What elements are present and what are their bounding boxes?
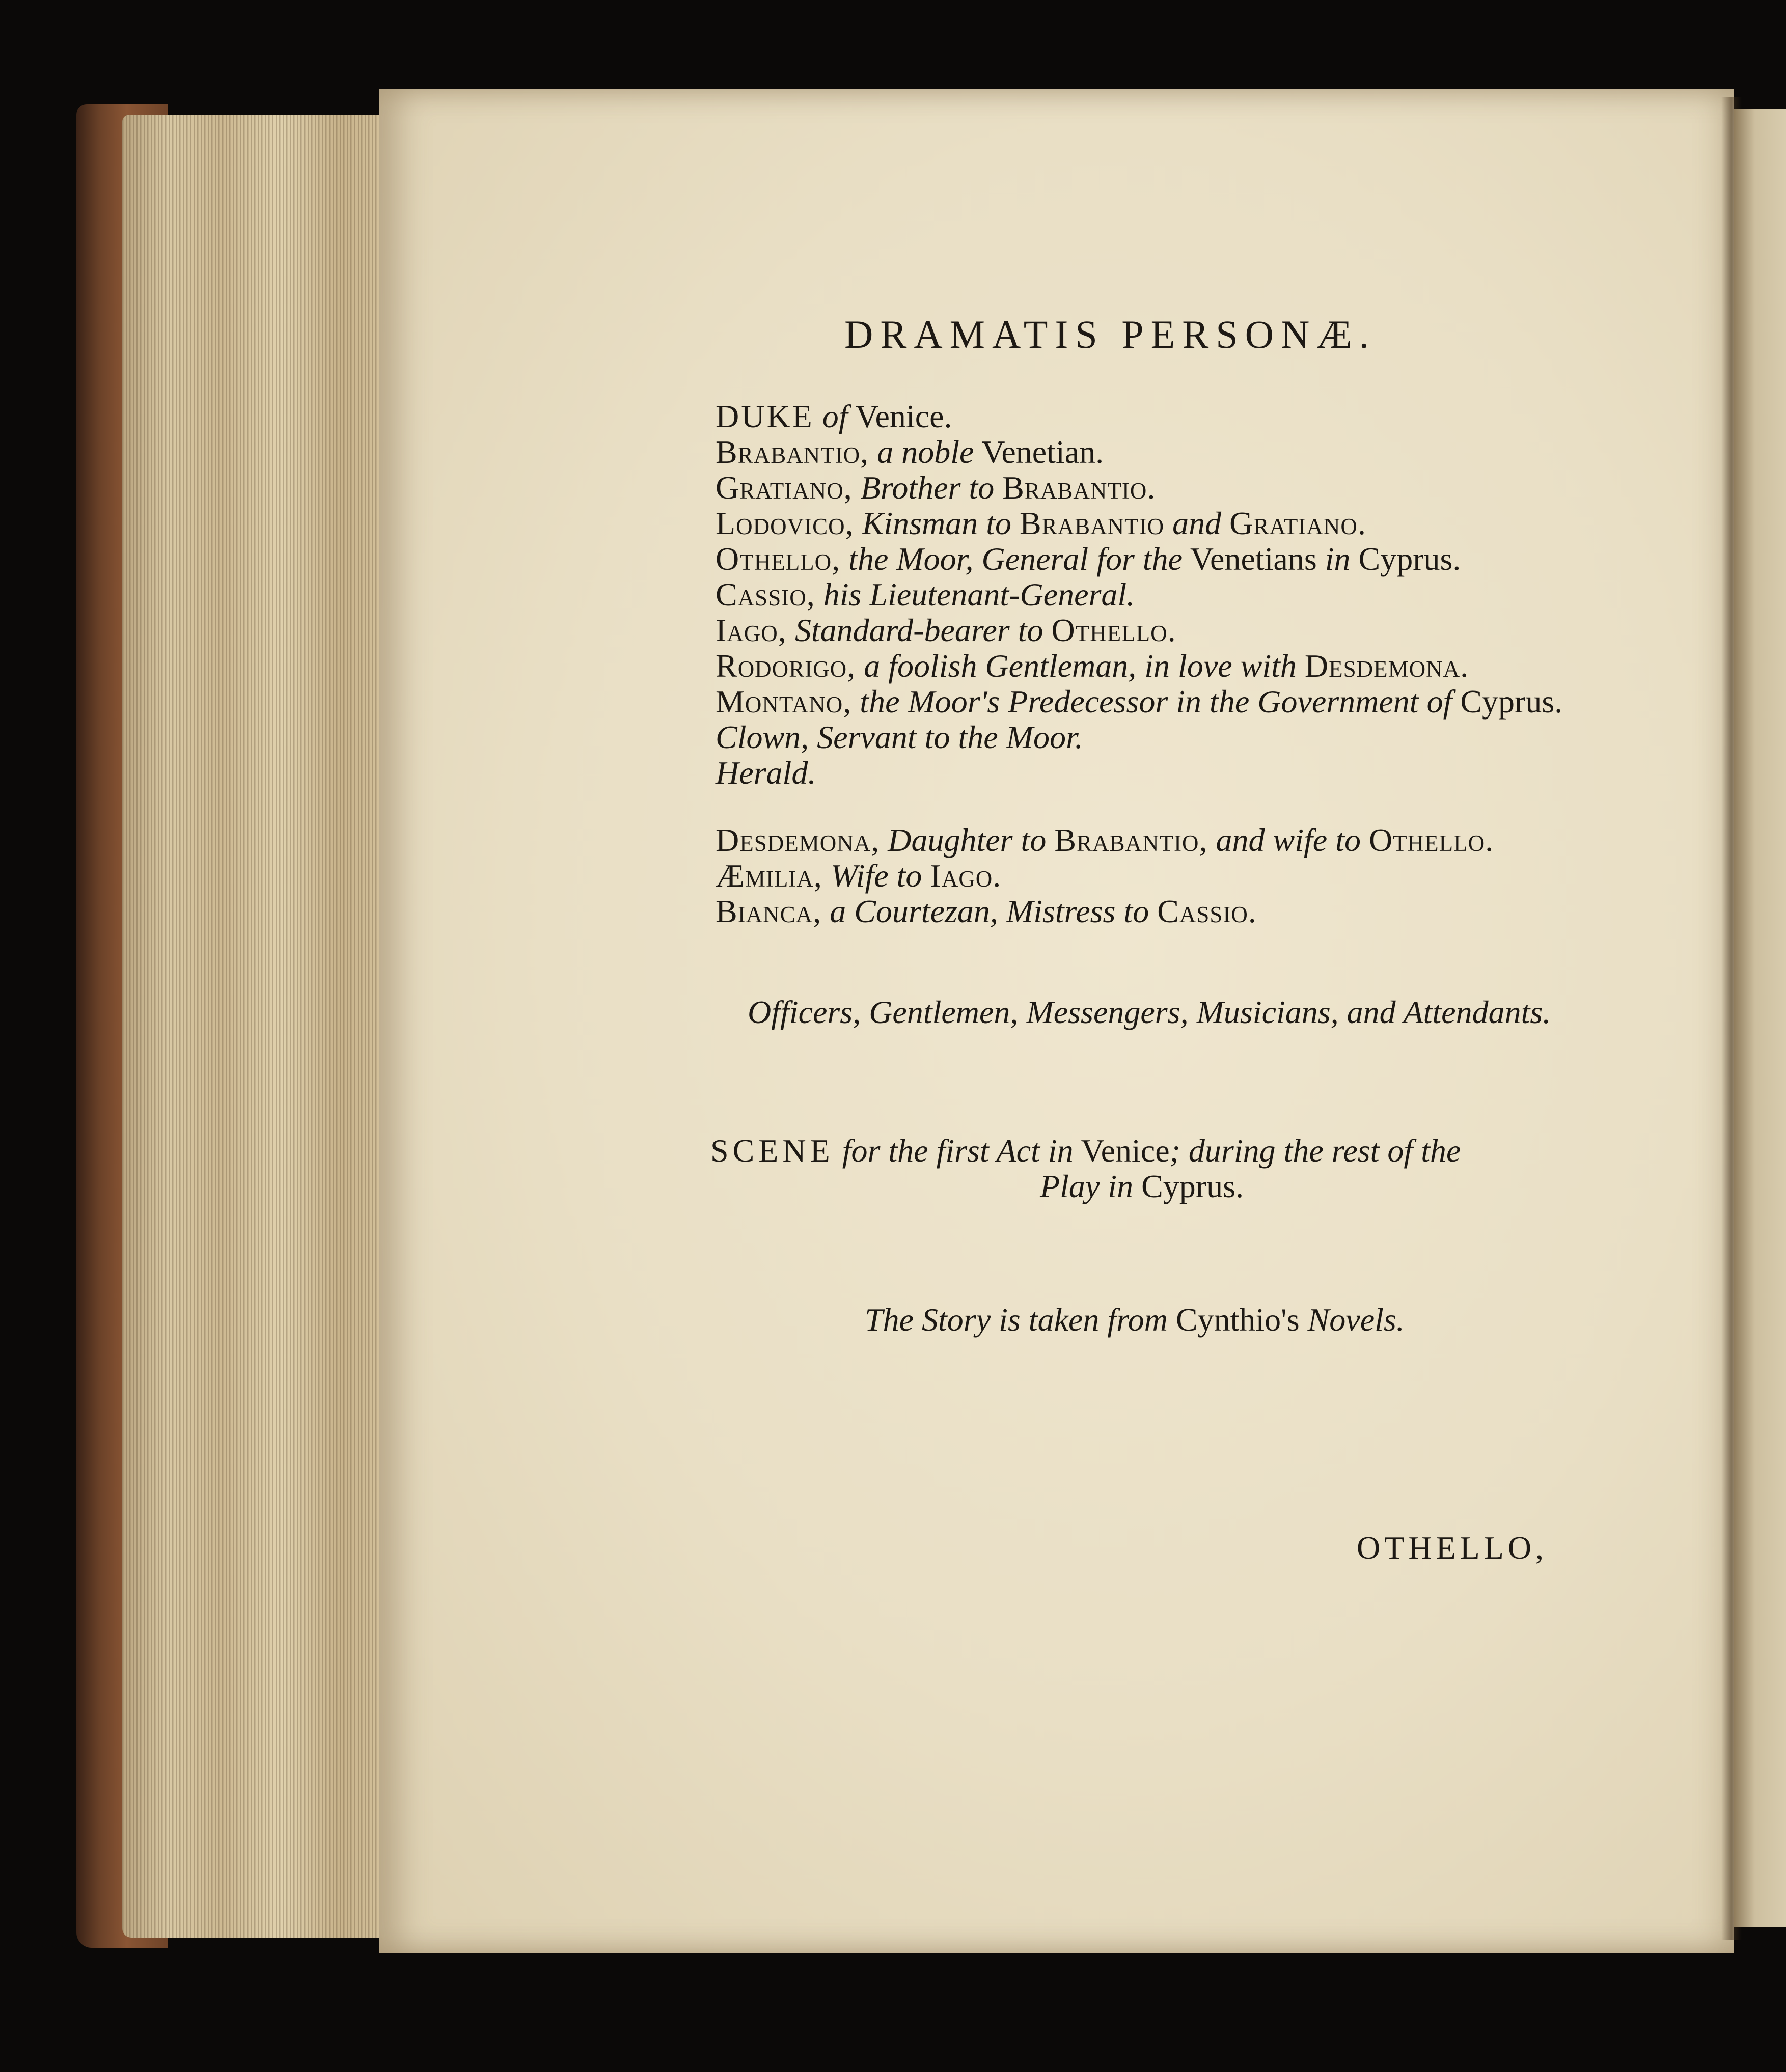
character-reference: Iago. [930, 858, 1002, 894]
cast-line: Clown, Servant to the Moor. [716, 719, 1083, 755]
character-place: Venetian. [981, 434, 1104, 470]
character-reference: Brabantio. [1002, 469, 1156, 506]
story-text: The Story is taken from [865, 1302, 1168, 1338]
character-name: Othello, [716, 541, 841, 577]
character-name: Desdemona, [716, 822, 880, 858]
character-description: and wife to [1216, 822, 1361, 858]
scene-text: for the first Act in [842, 1132, 1074, 1169]
catchword: OTHELLO, [1357, 1530, 1548, 1566]
character-name: Lodovico, [716, 505, 854, 541]
character-name: Cassio, [716, 576, 815, 613]
scene-text: Play in [1040, 1168, 1134, 1204]
scene-text: ; during the rest of the [1169, 1132, 1461, 1169]
character-place: Venice. [855, 398, 952, 434]
character-place: Cyprus. [1358, 541, 1461, 577]
scene-place: Cyprus. [1141, 1168, 1244, 1204]
cast-line [716, 895, 1257, 928]
cast-line [716, 436, 1104, 468]
character-description: a foolish Gentleman, in love with [864, 648, 1297, 684]
character-description: his Lieutenant-General. [823, 576, 1135, 613]
cast-line [716, 507, 1366, 540]
story-line [865, 1304, 1405, 1336]
character-name: Gratiano, [716, 469, 853, 506]
character-description: Kinsman to [862, 505, 1011, 541]
cast-line: Herald. [716, 755, 816, 791]
character-description: Standard-bearer to [794, 612, 1043, 648]
character-reference: Brabantio [1019, 505, 1165, 541]
character-reference: Othello. [1051, 612, 1176, 648]
character-name: Iago, [716, 612, 787, 648]
character-description: a Courtezan, Mistress to [830, 893, 1149, 929]
character-description: Brother to [860, 469, 995, 506]
character-name: Æmilia, [716, 858, 822, 894]
page-edges [122, 115, 387, 1938]
character-name: Montano, [716, 683, 852, 720]
scene-line [710, 1132, 1461, 1169]
cast-line [716, 650, 1469, 682]
character-place: Venetians [1190, 541, 1317, 577]
cast-line [716, 578, 1135, 611]
character-description: Wife to [830, 858, 922, 894]
character-description: Daughter to [888, 822, 1047, 858]
scene-word: SCENE [710, 1132, 834, 1169]
cast-line [716, 824, 1494, 857]
character-description: the Moor, General for the [848, 541, 1183, 577]
character-place: Cyprus. [1460, 683, 1563, 720]
character-name: Bianca, [716, 893, 822, 929]
cast-line [716, 543, 1461, 575]
character-description: a noble [877, 434, 974, 470]
story-source: Cynthio's [1175, 1302, 1300, 1338]
character-reference: Othello. [1368, 822, 1494, 858]
character-reference: Gratiano. [1229, 505, 1366, 541]
scene-line [1040, 1170, 1244, 1203]
character-description: of [822, 398, 848, 434]
cast-line [716, 469, 1156, 506]
cast-line [716, 685, 1562, 718]
character-name: Brabantio, [716, 434, 869, 470]
character-description: in [1325, 541, 1351, 577]
cast-line [716, 614, 1176, 647]
character-reference: Brabantio, [1054, 822, 1208, 858]
facing-page [1734, 109, 1786, 1927]
cast-line [716, 860, 1001, 892]
character-name: DUKE [716, 398, 814, 434]
character-description: the Moor's Predecessor in the Government of [860, 683, 1452, 720]
character-reference: Cassio. [1157, 893, 1257, 929]
character-description: and [1172, 505, 1222, 541]
attendants-line: Officers, Gentlemen, Messengers, Musicians, and Attendants. [748, 994, 1551, 1030]
character-reference: Desdemona. [1304, 648, 1469, 684]
story-text: Novels. [1307, 1302, 1405, 1338]
scene-place: Venice [1081, 1132, 1170, 1169]
character-name: Rodorigo, [716, 648, 856, 684]
cast-line [716, 400, 952, 433]
page-title: DRAMATIS PERSONÆ. [844, 312, 1377, 356]
